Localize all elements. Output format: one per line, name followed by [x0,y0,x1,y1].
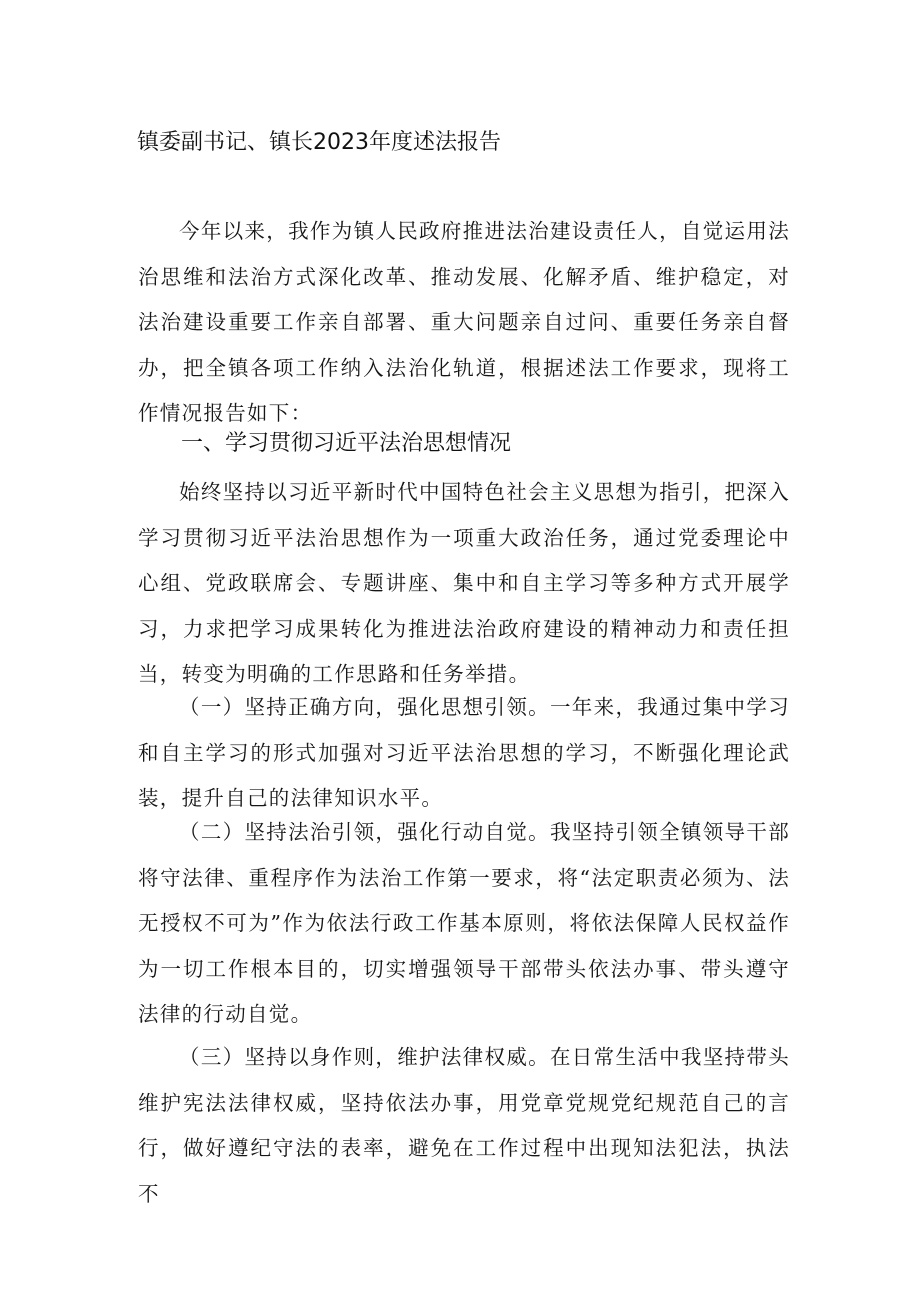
document-title: 镇委副书记、镇长2023年度述法报告 [137,130,501,155]
section1-intro-paragraph: 始终坚持以习近平新时代中国特色社会主义思想为指引，把深入学习贯彻习近平法治思想作为一项重大政治任务，通过党委理论中心组、党政联席会、专题讲座、集中和自主学习等多种方式开展学习，力求把学习成果转化为推进法治政府建设的精神动力和责任担当，转变为明确的工作思路和任务举措。 [138,480,790,686]
item-1-paragraph: （一）坚持正确方向，强化思想引领。一年来，我通过集中学习和自主学习的形式加强对习近平法治思想的学习，不断强化理论武装，提升自己的法律知识水平。 [138,695,790,810]
item-3-paragraph: （三）坚持以身作则，维护法律权威。在日常生活中我坚持带头维护宪法法律权威，坚持依法办事，用党章党规党纪规范自己的言行，做好遵纪守法的表率，避免在工作过程中出现知法犯法，执法不 [138,1045,790,1206]
section-heading-1: 一、学习贯彻习近平法治思想情况 [181,431,512,456]
item-2-paragraph: （二）坚持法治引领，强化行动自觉。我坚持引领全镇领导干部将守法律、重程序作为法治工作第一要求，将“法定职责必须为、法无授权不可为”作为依法行政工作基本原则，将依法保障人民权益作为一切工作根本目的，切实增强领导干部带头依法办事、带头遵守法律的行动自觉。 [138,820,790,1026]
intro-paragraph: 今年以来，我作为镇人民政府推进法治建设责任人，自觉运用法治思维和法治方式深化改革、推动发展、化解矛盾、维护稳定，对法治建设重要工作亲自部署、重大问题亲自过问、重要任务亲自督办，把全镇各项工作纳入法治化轨道，根据述法工作要求，现将工作情况报告如下： [138,219,790,425]
